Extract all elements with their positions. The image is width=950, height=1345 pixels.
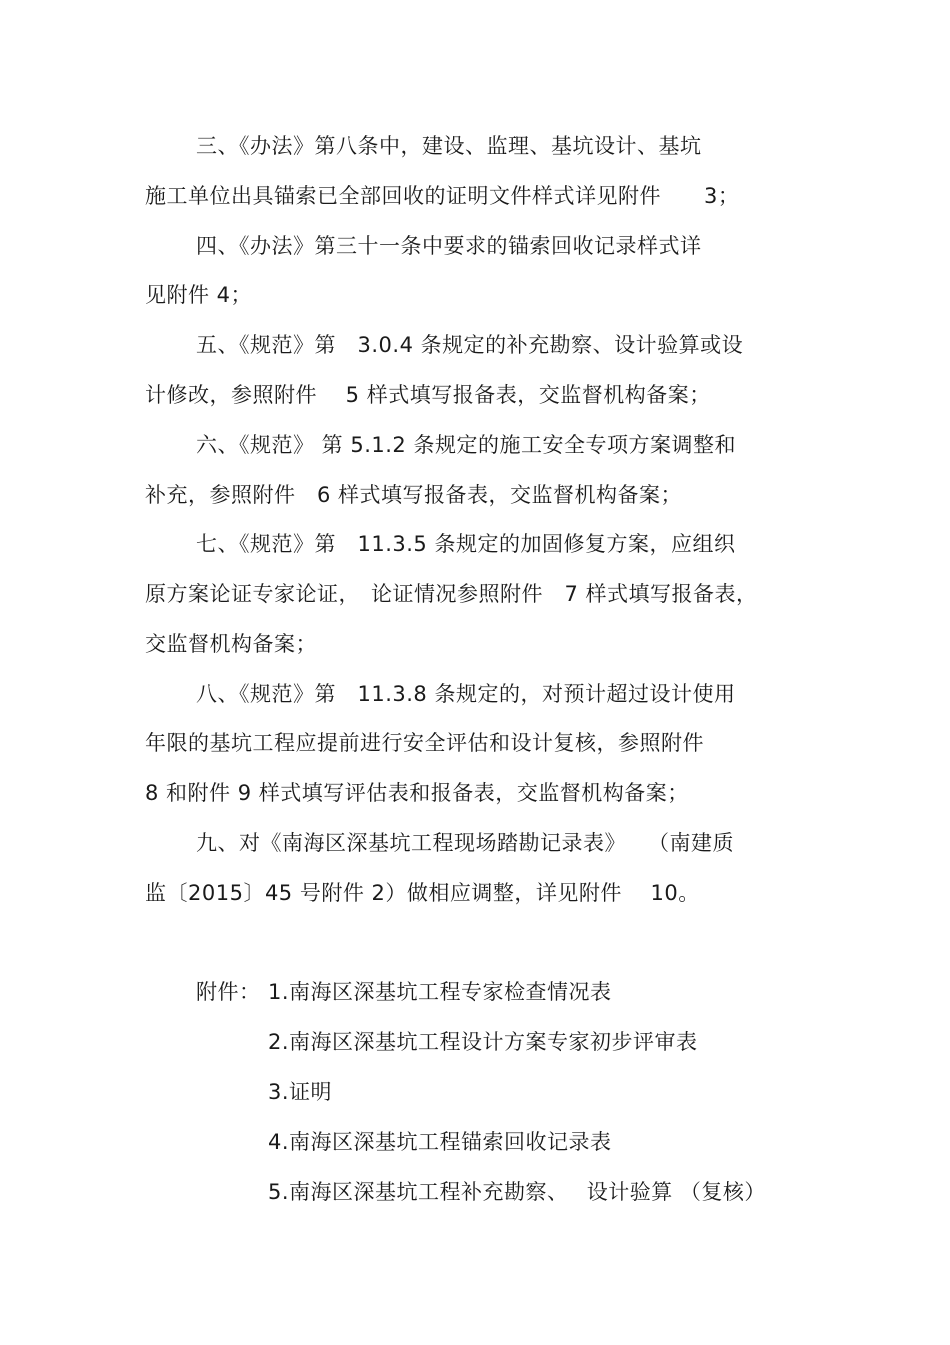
body-line: 六、《规范》 第 5.1.2 条规定的施工安全专项方案调整和	[196, 433, 736, 457]
body-line: 八、《规范》第 11.3.8 条规定的，对预计超过设计使用	[196, 682, 736, 706]
attachment-item: 3.证明	[268, 1080, 333, 1104]
attachments-label: 附件：	[196, 980, 261, 1004]
attachment-item: 2.南海区深基坑工程设计方案专家初步评审表	[268, 1030, 698, 1054]
body-line: 四、《办法》第三十一条中要求的锚索回收记录样式详	[196, 234, 702, 258]
body-line: 原方案论证专家论证， 论证情况参照附件 7 样式填写报备表，	[145, 582, 758, 606]
attachment-item: 1.南海区深基坑工程专家检查情况表	[268, 980, 612, 1004]
body-line: 九、对《南海区深基坑工程现场踏勘记录表》 （南建质	[196, 831, 734, 855]
body-line: 施工单位出具锚索已全部回收的证明文件样式详见附件 3；	[145, 184, 740, 208]
body-line: 五、《规范》第 3.0.4 条规定的补充勘察、设计验算或设	[196, 333, 744, 357]
body-line: 8 和附件 9 样式填写评估表和报备表，交监督机构备案；	[145, 781, 689, 805]
body-line: 计修改，参照附件 5 样式填写报备表，交监督机构备案；	[145, 383, 711, 407]
body-line: 见附件 4；	[145, 283, 253, 307]
body-line: 补充，参照附件 6 样式填写报备表，交监督机构备案；	[145, 483, 683, 507]
attachment-item: 4.南海区深基坑工程锚索回收记录表	[268, 1130, 612, 1154]
body-line: 三、《办法》第八条中，建设、监理、基坑设计、基坑	[196, 134, 702, 158]
body-line: 七、《规范》第 11.3.5 条规定的加固修复方案，应组织	[196, 532, 736, 556]
body-line: 年限的基坑工程应提前进行安全评估和设计复核，参照附件	[145, 731, 704, 755]
body-line: 监〔2015〕45 号附件 2）做相应调整，详见附件 10。	[145, 881, 700, 905]
body-line: 交监督机构备案；	[145, 632, 317, 656]
attachment-item: 5.南海区深基坑工程补充勘察、 设计验算 （复核）	[268, 1180, 766, 1204]
